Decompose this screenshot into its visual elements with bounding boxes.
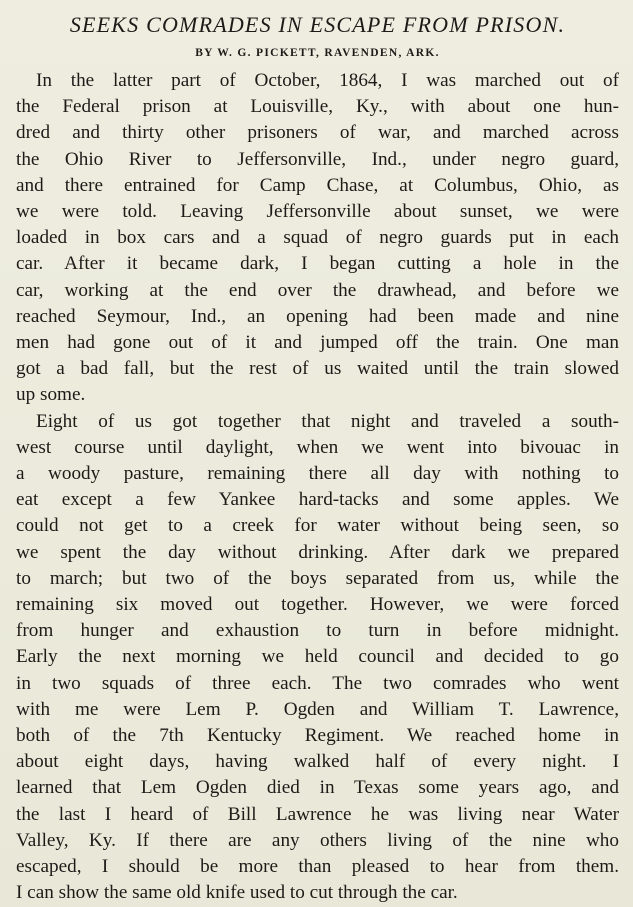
- paragraph-1-line-1: In the latter part of October, 1864, I was marched out of: [36, 70, 619, 91]
- paragraph-2-line-15: learned that Lem Ogden died in Texas some years ago, and: [16, 777, 619, 799]
- paragraph-2-line-18: escaped, I should be more than pleased to hear from them.: [16, 856, 619, 878]
- paragraph-1-line-13: up some.: [16, 384, 86, 406]
- paragraph-1-line-5: and there entrained for Camp Chase, at Columbus, Ohio, as: [16, 174, 619, 196]
- paragraph-1: [16, 68, 619, 409]
- paragraph-2-line-13: both of the 7th Kentucky Regiment. We reached home in: [16, 725, 619, 747]
- paragraph-1-line-6: we were told. Leaving Jeffersonville about sunset, we were: [16, 201, 619, 223]
- paragraph-1-line-10: reached Seymour, Ind., an opening had been made and nine: [16, 305, 619, 327]
- paragraph-2-line-17: Valley, Ky. If there are any others living of the nine who: [16, 829, 619, 851]
- paragraph-1-line-2: the Federal prison at Louisville, Ky., with about one hun-: [16, 96, 619, 118]
- paragraph-2-line-12: with me were Lem P. Ogden and William T. Lawrence,: [16, 698, 619, 720]
- paragraph-1-line-12: got a bad fall, but the rest of us waited until the train slowed: [16, 358, 619, 380]
- paragraph-2-line-11: in two squads of three each. The two comrades who went: [16, 672, 619, 694]
- paragraph-2-line-19: I can show the same old knife used to cut through the car.: [16, 882, 458, 904]
- paragraph-2-line-8: remaining six moved out together. However, we were forced: [16, 594, 619, 616]
- paragraph-2-line-6: we spent the day without drinking. After dark we prepared: [16, 541, 619, 563]
- paragraph-2-line-3: a woody pasture, remaining there all day with nothing to: [16, 463, 619, 485]
- paragraph-1-line-3: dred and thirty other prisoners of war, and marched across: [16, 122, 619, 144]
- article-title: SEEKS COMRADES IN ESCAPE FROM PRISON.: [69, 12, 566, 37]
- paragraph-2-line-7: to march; but two of the boys separated from us, while the: [16, 567, 619, 589]
- paragraph-2-line-1: Eight of us got together that night and traveled a south-: [36, 410, 619, 432]
- paragraph-2-line-10: Early the next morning we held council and decided to go: [16, 646, 619, 668]
- paragraph-2-line-5: could not get to a creek for water without being seen, so: [16, 515, 619, 537]
- paragraph-1-line-9: car, working at the end over the drawhead, and before we: [16, 279, 619, 301]
- article-byline: BY W. G. PICKETT, RAVENDEN, ARK.: [195, 47, 440, 59]
- paragraph-2-line-14: about eight days, having walked half of every night. I: [16, 751, 619, 773]
- paragraph-2-line-9: from hunger and exhaustion to turn in before midnight.: [16, 620, 619, 642]
- paragraph-1-line-4: the Ohio River to Jeffersonville, Ind., under negro guard,: [16, 148, 619, 170]
- paragraph-1-line-7: loaded in box cars and a squad of negro guards put in each: [16, 227, 619, 249]
- paragraph-2-line-16: the last I heard of Bill Lawrence he was living near Water: [16, 803, 619, 825]
- paragraph-2-line-2: west course until daylight, when we went into bivouac in: [16, 436, 619, 458]
- paragraph-2: [16, 409, 619, 907]
- paragraph-1-line-11: men had gone out of it and jumped off the train. One man: [16, 332, 619, 354]
- paragraph-2-line-4: eat except a few Yankee hard-tacks and some apples. We: [16, 489, 619, 511]
- paragraph-1-line-8: car. After it became dark, I began cutting a hole in the: [16, 253, 619, 275]
